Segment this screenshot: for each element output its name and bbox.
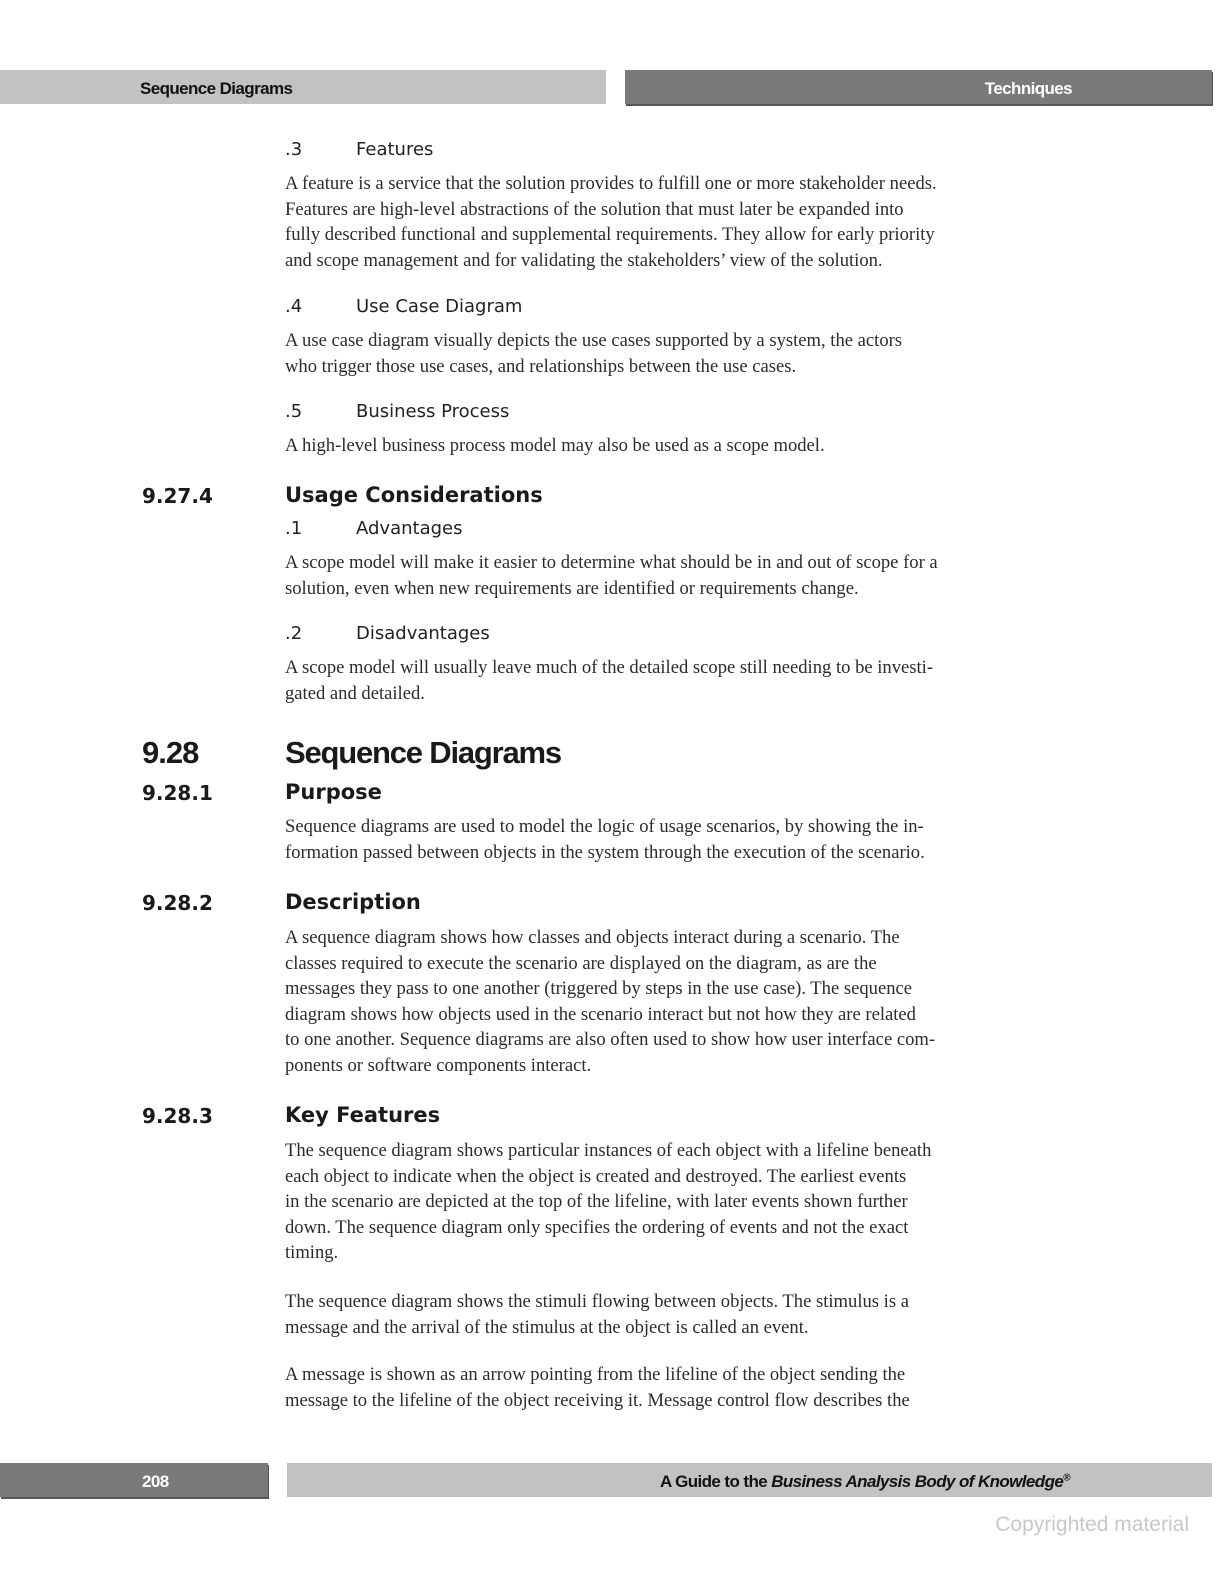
section-title: Description [285, 890, 421, 914]
footer-left-bar [0, 1463, 268, 1497]
paragraph [285, 171, 1075, 273]
paragraph [285, 814, 1075, 865]
text-line: fully described functional and supplemental requirements. They allow for early priority [285, 224, 935, 246]
text-line: solution, even when new requirements are identified or requirements change. [285, 577, 859, 599]
subsection-heading [285, 296, 522, 317]
section-number: 9.28.2 [142, 891, 213, 915]
text-line: in the scenario are depicted at the top of the lifeline, with later events shown further [285, 1191, 908, 1213]
text-line: ponents or software components interact. [285, 1054, 592, 1076]
text-line: who trigger those use cases, and relationships between the use cases. [285, 355, 797, 377]
paragraph [285, 328, 1075, 379]
copyright-watermark: Copyrighted material [995, 1513, 1189, 1536]
registered-mark: ® [1063, 1472, 1070, 1484]
text-line: A use case diagram visually depicts the use cases supported by a system, the actors [285, 330, 903, 351]
section-number: 9.27.4 [142, 484, 213, 508]
subsection-title: Business Process [356, 401, 510, 422]
section-number: 9.28.1 [142, 781, 213, 805]
paragraph [285, 1362, 1075, 1413]
running-header-right-bar [625, 70, 1212, 104]
paragraph [285, 433, 1075, 459]
text-line: each object to indicate when the object is created and destroyed. The earliest events [285, 1165, 907, 1187]
subsection-number: .3 [285, 139, 303, 160]
chapter-section-number: 9.28 [142, 735, 199, 770]
paragraph [285, 1289, 1075, 1340]
subsection-heading [285, 401, 509, 422]
footer-title-prefix: A Guide to the [659, 1472, 772, 1491]
subsection-title: Use Case Diagram [356, 296, 523, 317]
section-title: Purpose [285, 780, 382, 804]
subsection-title: Disadvantages [356, 623, 490, 644]
text-line: A scope model will usually leave much of the detailed scope still needing to be investi- [285, 657, 934, 678]
paragraph [285, 925, 1075, 1079]
text-line: diagram shows how objects used in the scenario interact but not how they are related [285, 1003, 916, 1025]
subsection-heading [285, 139, 433, 160]
text-line: timing. [285, 1242, 339, 1264]
text-line: message to the lifeline of the object receiving it. Message control flow describes the [285, 1389, 910, 1411]
text-line: messages they pass to one another (triggered by steps in the use case). The sequence [285, 978, 912, 1000]
section-title: Key Features [285, 1103, 441, 1127]
running-header-left-bar [0, 70, 606, 104]
footer-title-italic: Business Analysis Body of Knowledge [771, 1472, 1064, 1491]
text-line: The sequence diagram shows the stimuli flowing between objects. The stimulus is a [285, 1291, 909, 1312]
text-line: to one another. Sequence diagrams are also often used to show how user interface com- [285, 1029, 936, 1051]
section-number: 9.28.3 [142, 1104, 213, 1128]
subsection-number: .4 [285, 296, 303, 317]
text-line: A feature is a service that the solution provides to fulfill one or more stakeholder needs. [285, 173, 937, 194]
paragraph [285, 655, 1075, 706]
text-line: and scope management and for validating the stakeholders’ view of the solution. [285, 249, 883, 271]
paragraph [285, 1138, 1075, 1266]
text-line: Features are high-level abstractions of the solution that must later be expanded into [285, 198, 904, 220]
subsection-number: .5 [285, 401, 303, 422]
section-title: Usage Considerations [285, 483, 543, 507]
page-number: 208 [142, 1472, 169, 1491]
subsection-title: Features [356, 139, 434, 160]
text-line: A high-level business process model may also be used as a scope model. [285, 435, 825, 456]
text-line: Sequence diagrams are used to model the logic of usage scenarios, by showing the in- [285, 816, 924, 837]
subsection-number: .1 [285, 518, 303, 539]
text-line: classes required to execute the scenario are displayed on the diagram, as are the [285, 952, 877, 974]
text-line: down. The sequence diagram only specifies the ordering of events and not the exact [285, 1216, 909, 1238]
subsection-title: Advantages [356, 518, 463, 539]
text-line: message and the arrival of the stimulus at the object is called an event. [285, 1316, 809, 1338]
subsection-number: .2 [285, 623, 303, 644]
text-line: formation passed between objects in the system through the execution of the scenario. [285, 841, 925, 863]
footer-book-title [660, 1473, 1070, 1490]
text-line: A scope model will make it easier to determine what should be in and out of scope for a [285, 552, 938, 573]
text-line: The sequence diagram shows particular instances of each object with a lifeline beneath [285, 1140, 932, 1161]
chapter-section-title: Sequence Diagrams [285, 735, 561, 770]
subsection-heading [285, 623, 490, 644]
running-header-chapter: Techniques [984, 79, 1072, 98]
text-line: gated and detailed. [285, 682, 425, 704]
text-line: A message is shown as an arrow pointing from the lifeline of the object sending the [285, 1364, 906, 1385]
subsection-heading [285, 518, 462, 539]
paragraph [285, 550, 1075, 601]
running-header-section: Sequence Diagrams [140, 79, 293, 98]
text-line: A sequence diagram shows how classes and objects interact during a scenario. The [285, 927, 900, 948]
